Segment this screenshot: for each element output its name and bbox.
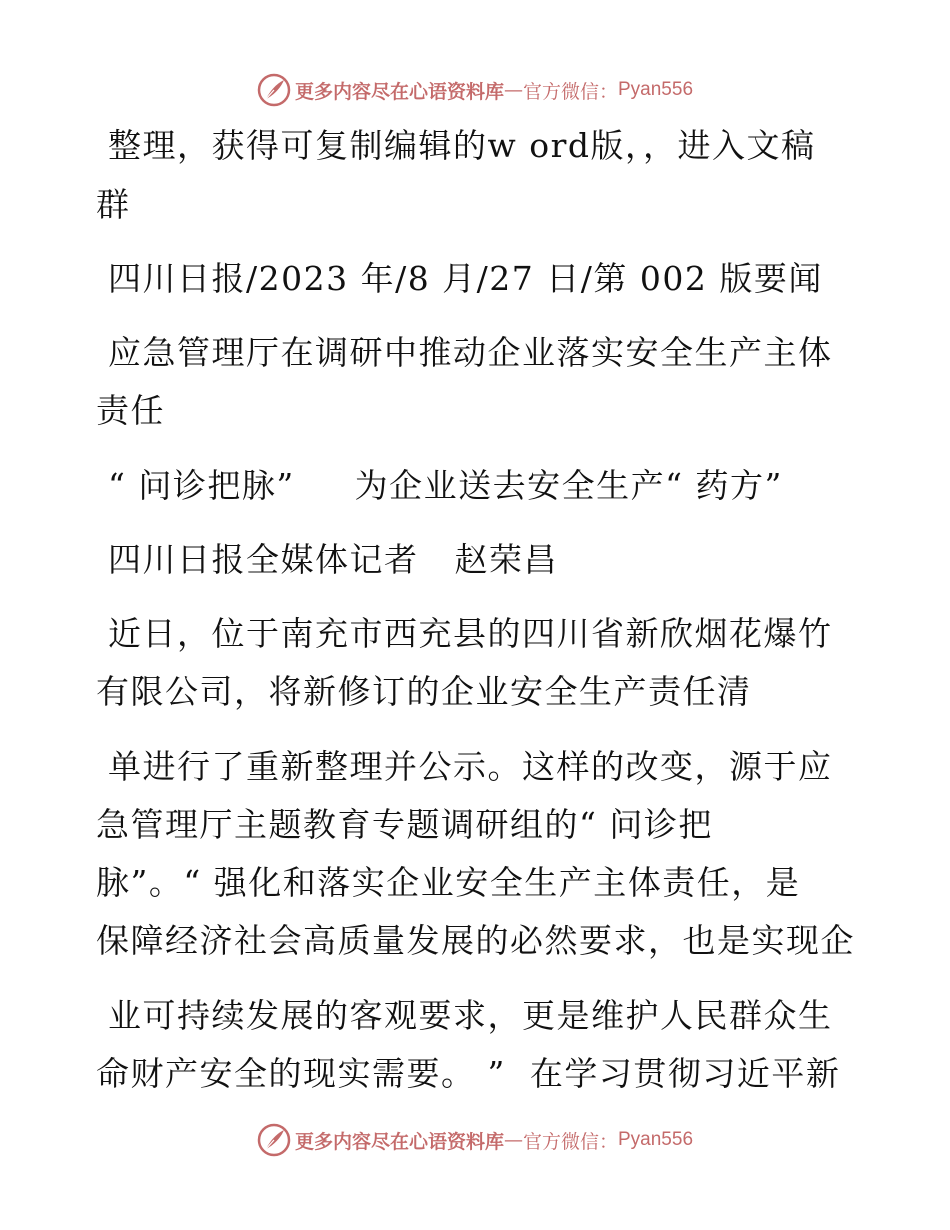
watermark-main-text: 更多内容尽在心语资料库 [294, 1130, 504, 1153]
watermark-wechat-label: 官方微信： [522, 80, 618, 103]
watermark-wechat-id: Pyan556 [618, 1129, 694, 1150]
watermark-wechat-label: 官方微信： [522, 1130, 618, 1153]
text-line-1: 整理，获得可复制编辑的w ord版，，进入文稿 [96, 126, 816, 165]
text-line-11: 急管理厅主题教育专题调研组的“ 问诊把 [96, 805, 713, 844]
watermark-main-text: 更多内容尽在心语资料库 [294, 80, 504, 103]
feather-quill-icon [257, 1123, 291, 1157]
text-line-12: 脉”。“ 强化和落实企业安全生产主体责任，是 [96, 863, 801, 902]
text-line-8: 近日，位于南充市西充县的四川省新欣烟花爆竹 [96, 614, 833, 653]
text-line-7: 四川日报全媒体记者 赵荣昌 [96, 540, 558, 579]
text-line-5: 责任 [96, 391, 165, 430]
text-line-15: 命财产安全的现实需要。 ” 在学习贯彻习近平新 [96, 1054, 841, 1093]
watermark-wechat-id: Pyan556 [618, 79, 694, 100]
text-line-6: “ 问诊把脉” 为企业送去安全生产“ 药方” [96, 466, 783, 505]
text-line-9: 有限公司，将新修订的企业安全生产责任清 [96, 672, 752, 711]
watermark-dash: — [503, 79, 523, 101]
text-line-14: 业可持续发展的客观要求，更是维护人民群众生 [96, 996, 833, 1035]
text-line-4: 应急管理厅在调研中推动企业落实安全生产主体 [96, 333, 833, 372]
text-line-10: 单进行了重新整理并公示。这样的改变，源于应 [96, 747, 833, 786]
text-line-3: 四川日报/2023 年/8 月/27 日/第 002 版要闻 [96, 259, 823, 298]
watermark-dash: — [503, 1129, 523, 1151]
watermark-footer [0, 1120, 950, 1160]
text-line-13: 保障经济社会高质量发展的必然要求，也是实现企 [96, 921, 855, 960]
text-line-2: 群 [96, 185, 131, 224]
